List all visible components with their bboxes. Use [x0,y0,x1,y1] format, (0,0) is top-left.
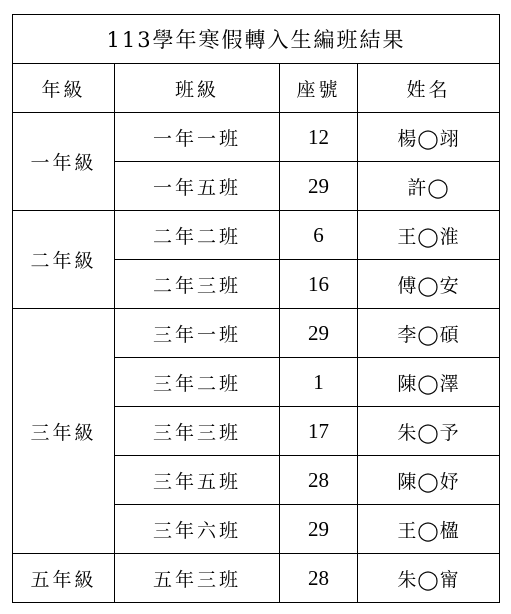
class-cell: 三年一班 [115,309,280,358]
enrollment-table [12,14,500,603]
header-class: 班級 [115,64,280,113]
table-row [13,211,500,260]
class-cell: 三年六班 [115,505,280,554]
name-cell: 朱◯甯 [358,554,500,603]
seat-cell: 29 [280,309,358,358]
name-cell: 傅◯安 [358,260,500,309]
header-grade: 年級 [13,64,115,113]
grade-cell: 二年級 [13,211,115,309]
class-cell: 一年一班 [115,113,280,162]
name-cell: 陳◯妤 [358,456,500,505]
table-row [13,113,500,162]
name-cell: 楊◯翊 [358,113,500,162]
seat-cell: 29 [280,505,358,554]
seat-cell: 28 [280,456,358,505]
seat-cell: 17 [280,407,358,456]
grade-cell: 五年級 [13,554,115,603]
grade-cell: 三年級 [13,309,115,554]
name-cell: 許◯ [358,162,500,211]
name-cell: 陳◯澤 [358,358,500,407]
class-cell: 二年二班 [115,211,280,260]
class-cell: 三年二班 [115,358,280,407]
seat-cell: 12 [280,113,358,162]
seat-cell: 29 [280,162,358,211]
name-cell: 李◯碩 [358,309,500,358]
header-name: 姓名 [358,64,500,113]
table-row [13,309,500,358]
table-title: 113學年寒假轉入生編班結果 [13,15,500,64]
header-row [13,64,500,113]
seat-cell: 6 [280,211,358,260]
class-cell: 一年五班 [115,162,280,211]
class-cell: 五年三班 [115,554,280,603]
class-cell: 二年三班 [115,260,280,309]
name-cell: 王◯淮 [358,211,500,260]
header-seat: 座號 [280,64,358,113]
class-cell: 三年三班 [115,407,280,456]
name-cell: 朱◯予 [358,407,500,456]
table-row [13,554,500,603]
grade-cell: 一年級 [13,113,115,211]
seat-cell: 1 [280,358,358,407]
class-cell: 三年五班 [115,456,280,505]
seat-cell: 16 [280,260,358,309]
seat-cell: 28 [280,554,358,603]
name-cell: 王◯楹 [358,505,500,554]
